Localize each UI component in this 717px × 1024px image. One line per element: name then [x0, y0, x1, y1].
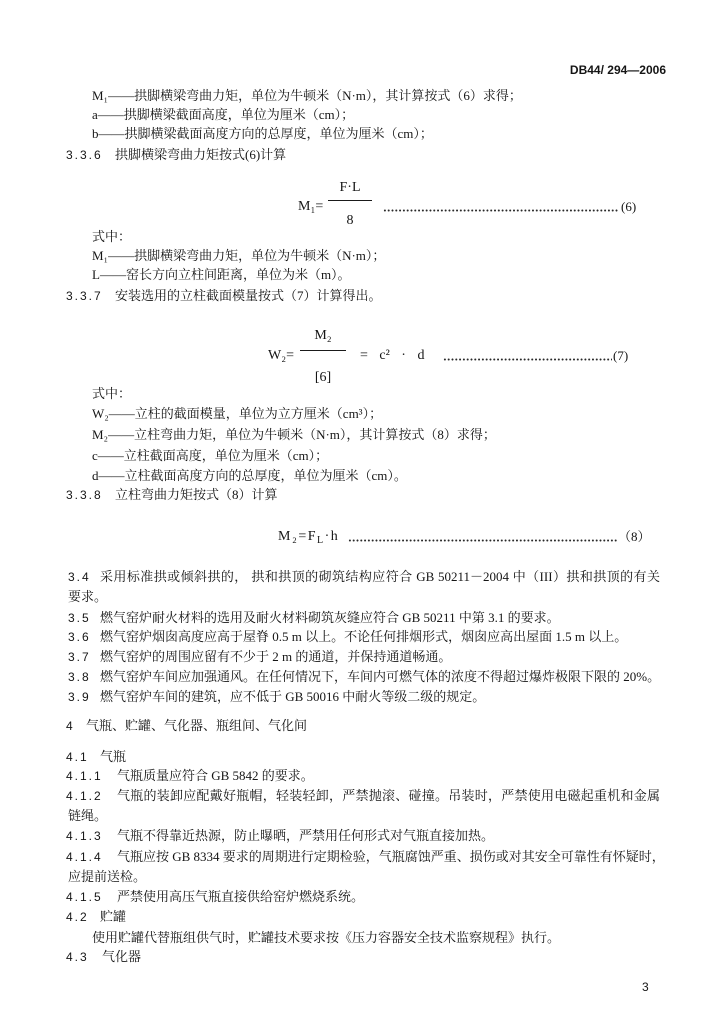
definition-c: c——立柱截面高度，单位为厘米（cm）； [92, 448, 329, 463]
page-number: 3 [642, 980, 649, 994]
clause-text: 气瓶质量应符合 GB 5842 的要求。 [117, 768, 314, 783]
formula-7-denominator: [6] [314, 370, 332, 385]
clause-4-1-3 [0, 828, 717, 844]
formula-6-numerator: F·L [339, 180, 361, 195]
clause-text: 燃气窑炉车间应加强通风。在任何情况下，车间内可燃气体的浓度不得超过爆炸极限下限的 20%。 [100, 669, 661, 684]
clause-3-4 [0, 569, 717, 585]
clause-text: 拱脚横梁弯曲力矩按式(6)计算 [115, 147, 287, 162]
definition-w2: W₂——立柱的截面模量，单位为立方厘米（cm³）； [92, 406, 383, 421]
formula-7-lhs: W₂= [268, 348, 294, 363]
definition-l: L——窑长方向立柱间距离，单位为米（m）。 [92, 267, 351, 282]
section-title: 气瓶、贮罐、气化器、瓶组间、气化间 [86, 718, 308, 733]
clause-number: 4.1.1 [66, 769, 103, 783]
equation-number-7: (7) [613, 348, 629, 363]
clause-number: 4.1.3 [66, 829, 103, 843]
equation-number-8: （8） [618, 529, 651, 544]
section-4-2-body: 使用贮罐代替瓶组供气时，贮罐技术要求按《压力容器安全技术监察规程》执行。 [92, 930, 561, 945]
formula-6-lhs: M₁= [298, 199, 324, 214]
clause-4-1-4 [0, 849, 717, 865]
clause-text: 安装选用的立柱截面模量按式（7）计算得出。 [115, 288, 382, 303]
formula-7-fraction [300, 328, 346, 388]
definition-b: b——拱脚横梁截面高度方向的总厚度，单位为厘米（cm）； [92, 126, 433, 141]
clause-number: 3.3.6 [66, 148, 103, 162]
formula-8-expression [278, 529, 339, 545]
clause-text: 燃气窑炉的周围应留有不少于 2 m 的通道，并保持通道畅通。 [100, 649, 452, 664]
section-number: 4.3 [66, 950, 89, 964]
clause-number: 3.9 [68, 690, 91, 704]
definition-m1: M₁——拱脚横梁弯曲力矩，单位为牛顿米（N·m），其计算按式（6）求得； [92, 88, 522, 103]
definition-a: a——拱脚横梁截面高度，单位为厘米（cm）； [92, 107, 355, 122]
clause-text: 燃气窑炉车间的建筑，应不低于 GB 50016 中耐火等级二级的规定。 [100, 689, 486, 704]
section-4-1-heading [0, 749, 717, 765]
clause-4-1-4-continuation: 应提前送检。 [68, 869, 147, 884]
clause-3-6 [0, 629, 717, 645]
definition-m1: M₁——拱脚横梁弯曲力矩，单位为牛顿米（N·m）； [92, 248, 386, 263]
clause-4-1-1 [0, 768, 717, 784]
formula-6-denominator: 8 [346, 213, 354, 228]
formula-8-subscript: L [317, 535, 325, 546]
where-label: 式中： [92, 229, 132, 244]
section-4-2-heading [0, 909, 717, 925]
clause-text: 气瓶不得靠近热源，防止曝晒，严禁用任何形式对气瓶直接加热。 [117, 828, 495, 843]
definition-d: d——立柱截面高度方向的总厚度，单位为厘米（cm）。 [92, 468, 407, 483]
clause-3-3-6 [0, 147, 717, 163]
section-number: 4.1 [66, 750, 89, 764]
clause-text: 采用标准拱或倾斜拱的， 拱和拱顶的砌筑结构应符合 GB 50211－2004 中（III）拱和拱顶的有关 [100, 569, 660, 584]
clause-number: 3.3.8 [66, 488, 103, 502]
equation-number-6: (6) [621, 199, 637, 214]
dot-leader [383, 209, 619, 212]
clause-number: 3.7 [68, 650, 91, 664]
dot-leader [443, 358, 612, 361]
clause-4-1-2 [0, 788, 717, 804]
section-title: 气瓶 [100, 749, 127, 764]
section-title: 贮罐 [100, 909, 127, 924]
formula-7-numerator: M₂ [314, 328, 332, 343]
definition-m2: M₂——立柱弯曲力矩，单位为牛顿米（N·m），其计算按式（8）求得； [92, 427, 496, 442]
clause-3-4-continuation: 要求。 [68, 589, 108, 604]
clause-text: 燃气窑炉耐火材料的选用及耐火材料砌筑灰缝应符合 GB 50211 中第 3.1 的要求。 [100, 610, 560, 625]
fraction-bar [328, 200, 372, 201]
section-4-heading [0, 718, 717, 734]
where-label: 式中： [92, 386, 132, 401]
section-title: 气化器 [102, 949, 142, 964]
clause-text: 立柱弯曲力矩按式（8）计算 [115, 487, 278, 502]
section-4-3-heading [0, 949, 717, 965]
clause-number: 3.8 [68, 670, 91, 684]
formula-6-fraction [328, 180, 372, 230]
clause-3-5 [0, 610, 717, 626]
clause-text: 气瓶的装卸应配戴好瓶帽，轻装轻卸，严禁抛滚、碰撞。吊装时，严禁使用电磁起重机和金属 [117, 788, 660, 803]
formula-8-lhs: M₂=F [278, 529, 318, 544]
section-number: 4 [66, 719, 75, 733]
clause-3-3-8 [0, 487, 717, 503]
clause-number: 4.1.2 [66, 789, 103, 803]
clause-number: 3.4 [68, 570, 91, 584]
clause-number: 3.5 [68, 611, 91, 625]
clause-text: 气瓶应按 GB 8334 要求的周期进行定期检验，气瓶腐蚀严重、损伤或对其安全可靠性有怀疑时， [117, 849, 665, 864]
clause-3-7 [0, 649, 717, 665]
clause-number: 3.3.7 [66, 289, 103, 303]
formula-8-rhs: ·h [324, 529, 340, 544]
clause-text: 严禁使用高压气瓶直接供给窑炉燃烧系统。 [117, 889, 365, 904]
clause-4-1-5 [0, 889, 717, 905]
clause-number: 4.1.4 [66, 850, 103, 864]
formula-7-rhs: = c² · d [360, 348, 425, 363]
clause-3-3-7 [0, 288, 717, 304]
section-number: 4.2 [66, 910, 89, 924]
dot-leader [348, 539, 618, 542]
clause-3-9 [0, 689, 717, 705]
clause-4-1-2-continuation: 链绳。 [68, 808, 108, 823]
fraction-bar [300, 350, 346, 351]
clause-3-8 [0, 669, 717, 685]
clause-number: 4.1.5 [66, 890, 103, 904]
clause-text: 燃气窑炉烟囱高度应高于屋脊 0.5 m 以上。不论任何排烟形式，烟囱应高出屋面 1.5 m 以上。 [100, 629, 628, 644]
clause-number: 3.6 [68, 630, 91, 644]
document-code-header: DB44/ 294—2006 [569, 63, 666, 77]
